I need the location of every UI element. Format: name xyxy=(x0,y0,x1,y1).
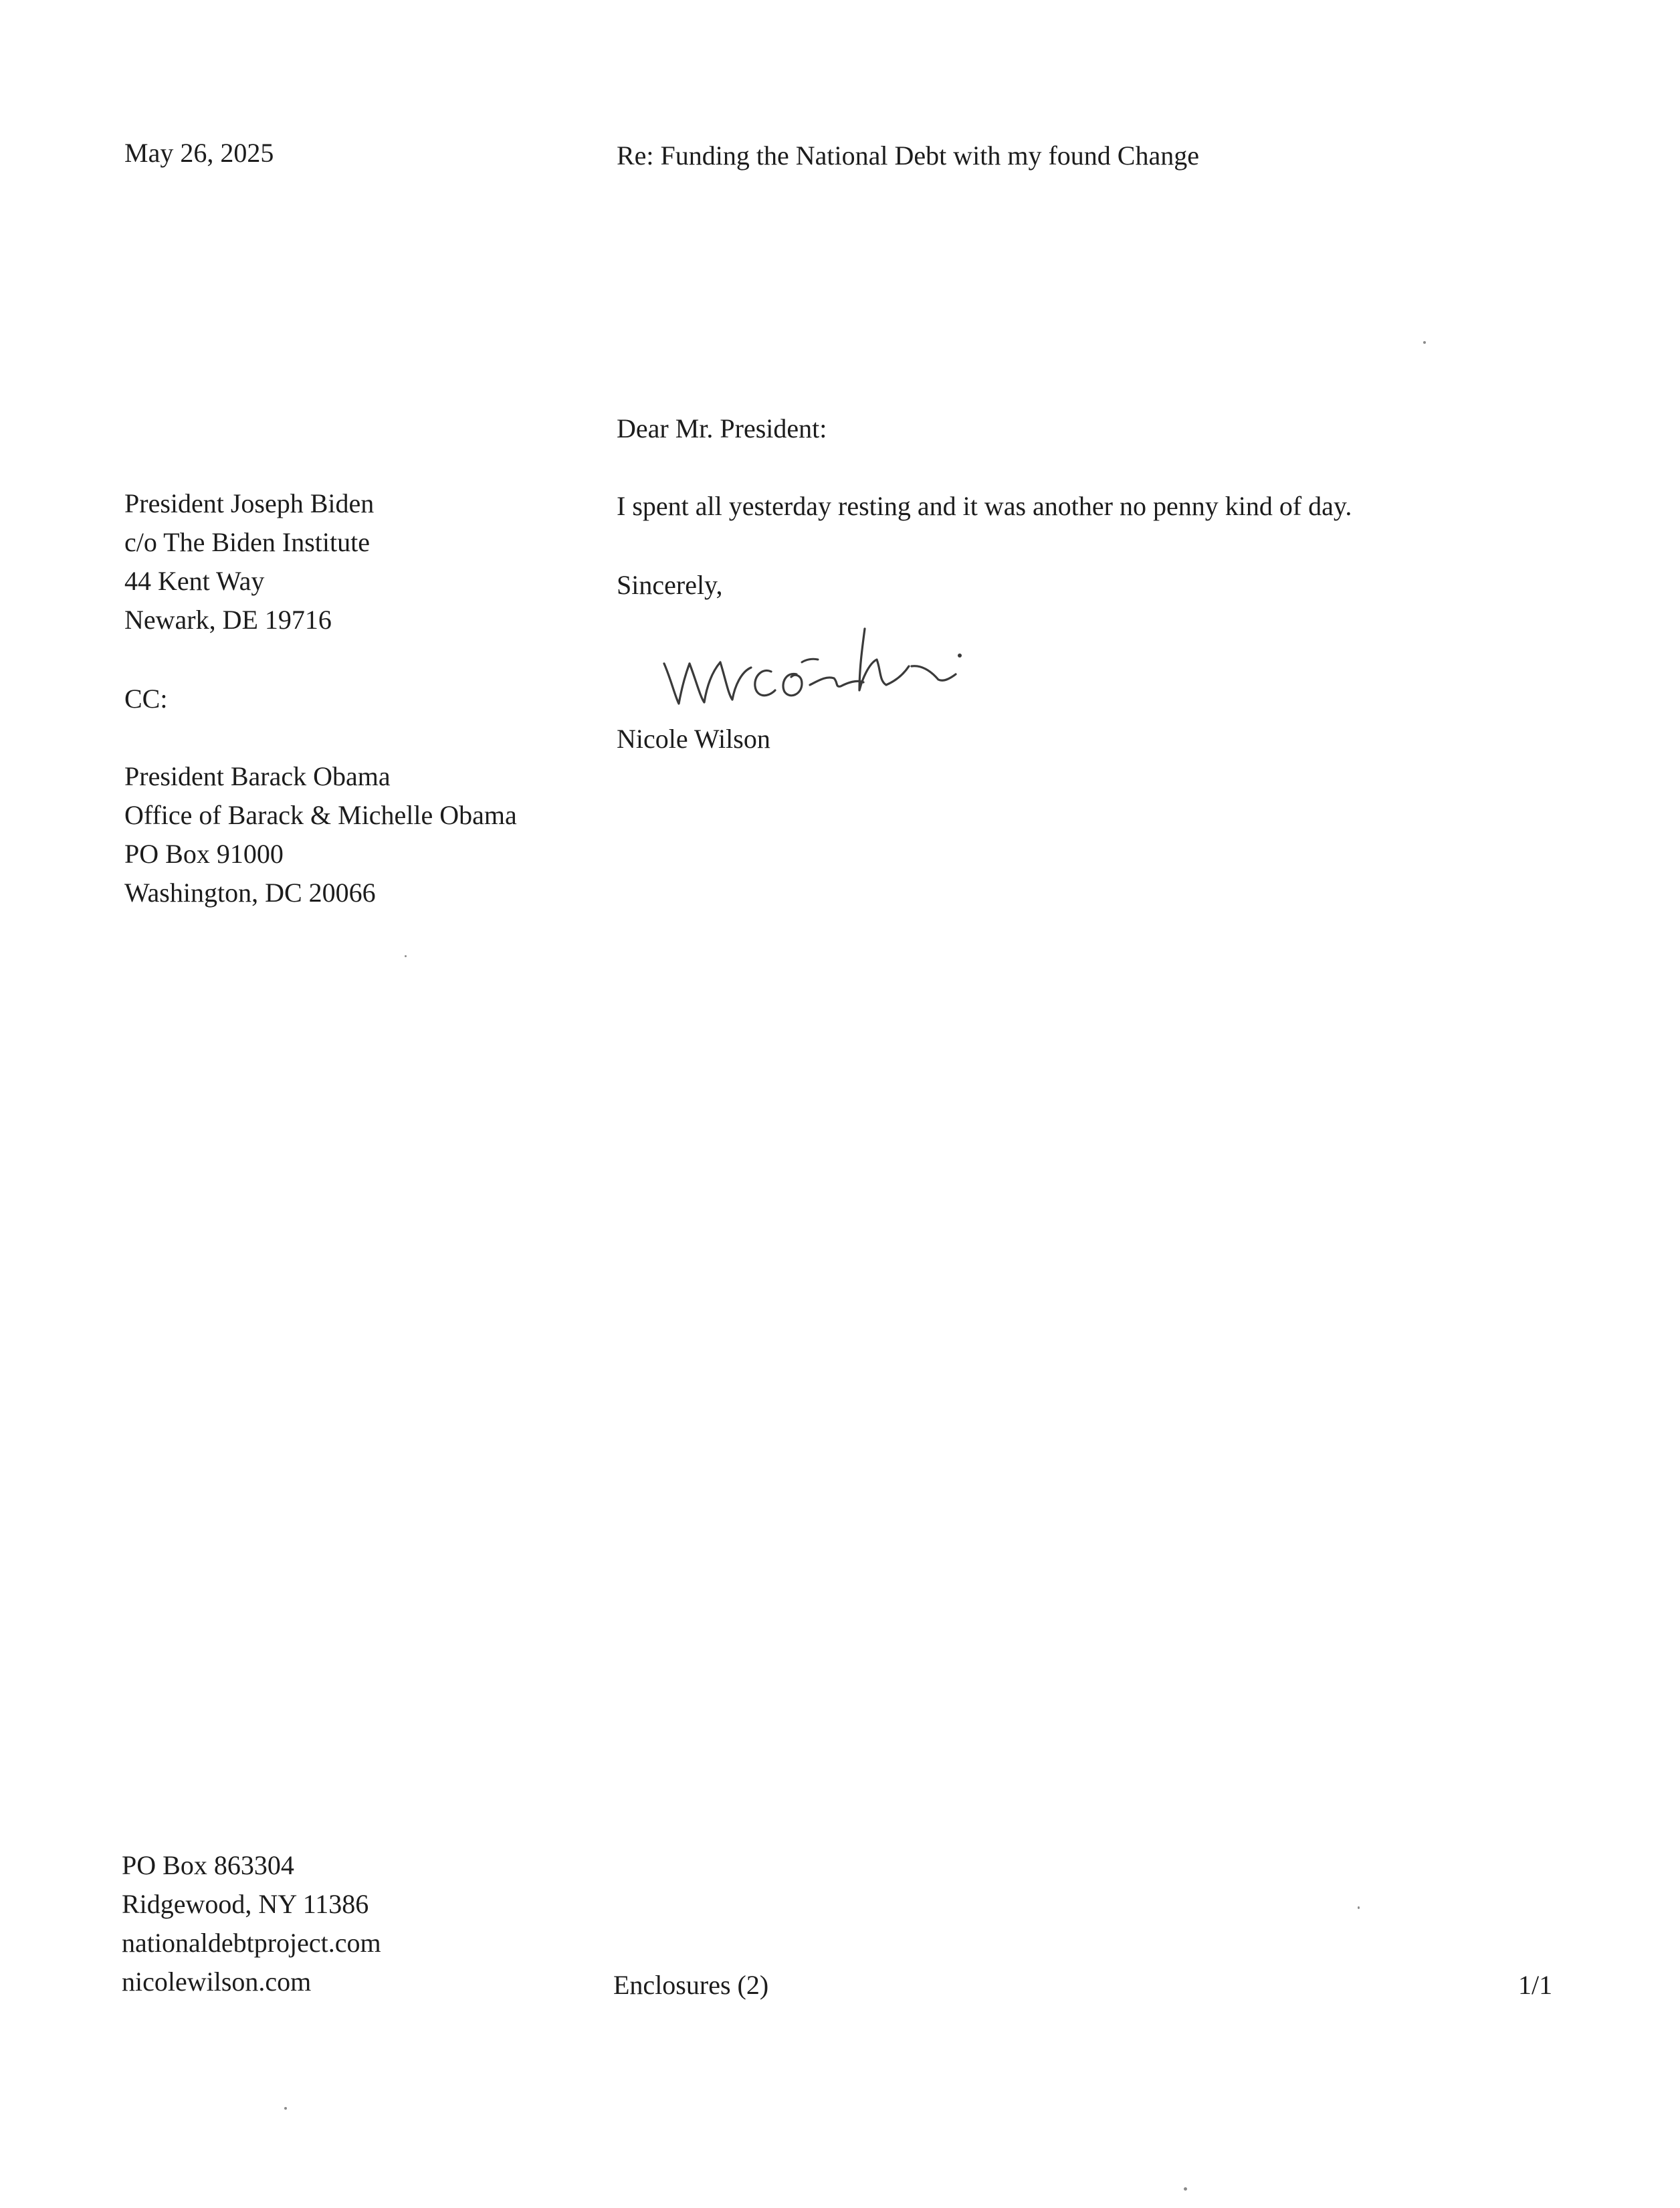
scan-speck xyxy=(284,2107,287,2110)
enclosures-note: Enclosures (2) xyxy=(613,1970,769,2000)
cc-recipient-address xyxy=(124,757,517,912)
handwritten-signature-icon xyxy=(659,615,993,716)
sender-website-link[interactable]: nationaldebtproject.com xyxy=(122,1928,381,1958)
cc-recipient-line: PO Box 91000 xyxy=(124,839,284,869)
letter-subject: Re: Funding the National Debt with my found Change xyxy=(617,140,1199,171)
letter-date: May 26, 2025 xyxy=(124,138,274,168)
scan-speck xyxy=(1423,341,1426,344)
scan-speck xyxy=(405,955,407,957)
cc-label: CC: xyxy=(124,684,168,714)
recipient-line: c/o The Biden Institute xyxy=(124,527,370,557)
sender-address-line: PO Box 863304 xyxy=(122,1850,294,1880)
sender-address xyxy=(122,1846,381,2001)
closing: Sincerely, xyxy=(617,570,723,600)
sender-website-link[interactable]: nicolewilson.com xyxy=(122,1967,312,1997)
recipient-line: President Joseph Biden xyxy=(124,488,375,518)
signer-name: Nicole Wilson xyxy=(617,724,770,754)
recipient-address xyxy=(124,484,374,639)
cc-recipient-line: President Barack Obama xyxy=(124,761,391,791)
cc-recipient-line: Washington, DC 20066 xyxy=(124,878,376,908)
sender-address-line: Ridgewood, NY 11386 xyxy=(122,1889,369,1919)
recipient-line: Newark, DE 19716 xyxy=(124,605,332,635)
cc-recipient-line: Office of Barack & Michelle Obama xyxy=(124,800,517,830)
letter-body: I spent all yesterday resting and it was another no penny kind of day. xyxy=(617,491,1352,521)
scan-speck xyxy=(1184,2187,1187,2191)
salutation: Dear Mr. President: xyxy=(617,413,827,443)
scan-speck xyxy=(1358,1906,1360,1909)
page-number: 1/1 xyxy=(1518,1970,1553,2000)
recipient-line: 44 Kent Way xyxy=(124,566,265,596)
